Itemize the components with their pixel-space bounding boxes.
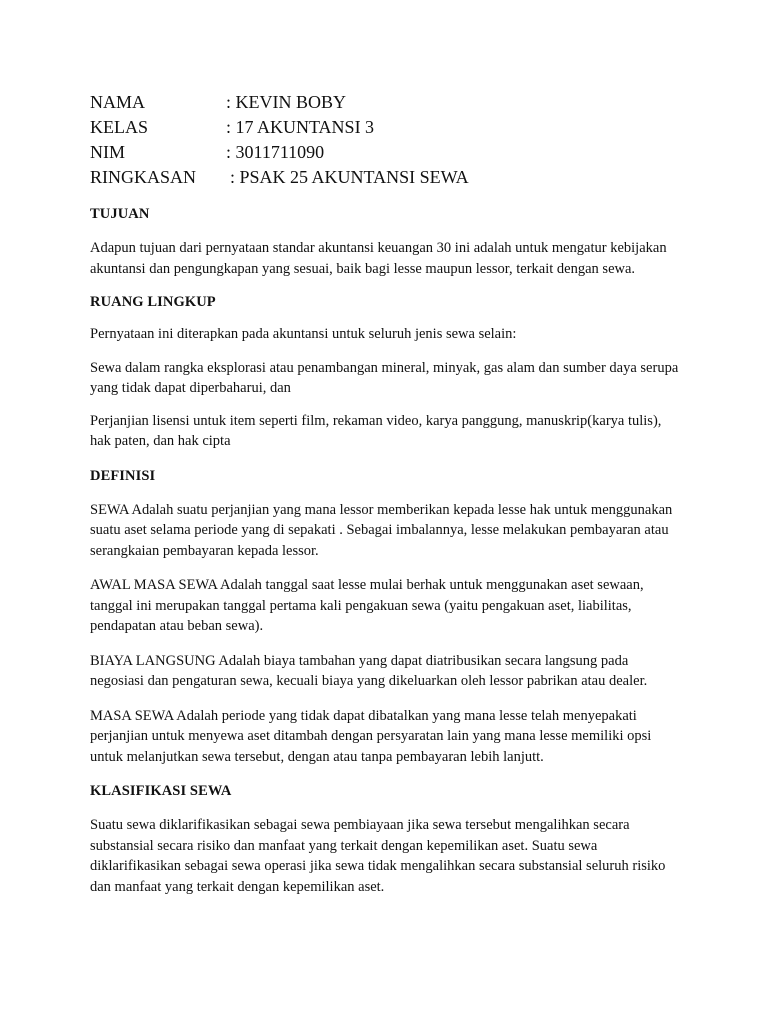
student-info-block: [90, 90, 682, 190]
klasifikasi-paragraph: Suatu sewa diklarifikasikan sebagai sewa pembiayaan jika sewa tersebut mengalihkan secara substansial secara risiko dan manfaat yang terkait dengan kepemilikan aset. Suatu sewa diklarifikasikan sebagai sewa operasi jika sewa tidak mengalihkan secara substansial seluruh risiko dan manfaat yang terkait dengan kepemilikan aset.: [90, 817, 666, 895]
ruang-lingkup-intro: Pernyataan ini diterapkan pada akuntansi untuk seluruh jenis sewa selain:: [90, 326, 517, 342]
class-label: KELAS: [90, 117, 148, 137]
summary-row: [90, 165, 682, 190]
definition-awal-masa-sewa: AWAL MASA SEWA Adalah tanggal saat lesse mulai berhak untuk menggunakan aset sewaan, tanggal ini merupakan tanggal pertama kali pengakuan sewa (yaitu pengakuan aset, liabilitas, pendapatan atau beban sewa).: [90, 577, 644, 634]
summary-label: RINGKASAN: [90, 167, 197, 187]
tujuan-paragraph: Adapun tujuan dari pernyataan standar akuntansi keuangan 30 ini adalah untuk mengatur kebijakan akuntansi dan pengungkapan yang sesuai, baik bagi lesse maupun lessor, terkait dengan sewa.: [90, 240, 667, 277]
class-row: [90, 115, 682, 140]
ruang-lingkup-item: Perjanjian lisensi untuk item seperti film, rekaman video, karya panggung, manuskrip(karya tulis), hak paten, dan hak cipta: [90, 412, 662, 449]
document-page: [90, 90, 682, 897]
name-value: : KEVIN BOBY: [226, 92, 346, 112]
nim-label: NIM: [90, 142, 125, 162]
name-label: NAMA: [90, 92, 146, 112]
name-row: [90, 90, 682, 115]
section-heading-definisi: DEFINISI: [90, 467, 156, 484]
definition-masa-sewa: MASA SEWA Adalah periode yang tidak dapat dibatalkan yang mana lesse telah menyepakati perjanjian untuk menyewa aset ditambah dengan persyaratan lain yang mana lesse memiliki opsi untuk melanjutkan sewa tersebut, dengan atau tanpa pembayaran lebih lanjutt.: [90, 707, 652, 765]
section-heading-ruang-lingkup: RUANG LINGKUP: [90, 294, 216, 310]
section-heading-klasifikasi-sewa: KLASIFIKASI SEWA: [90, 783, 232, 799]
section-heading-tujuan: TUJUAN: [90, 206, 150, 222]
ruang-lingkup-item: Sewa dalam rangka eksplorasi atau penambangan mineral, minyak, gas alam dan sumber daya serupa yang tidak dapat diperbaharui, dan: [90, 359, 679, 396]
nim-row: [90, 140, 682, 165]
summary-value: : PSAK 25 AKUNTANSI SEWA: [230, 167, 469, 187]
nim-value: : 3011711090: [226, 142, 325, 162]
definition-sewa: SEWA Adalah suatu perjanjian yang mana lessor memberikan kepada lesse hak untuk menggunakan suatu aset selama periode yang di sepakati . Sebagai imbalannya, lesse melakukan pembayaran atau serangkaian pembayaran kepada lessor.: [90, 501, 673, 559]
class-value: : 17 AKUNTANSI 3: [226, 117, 375, 137]
definition-biaya-langsung: BIAYA LANGSUNG Adalah biaya tambahan yang dapat diatribusikan secara langsung pada negosiasi dan pengaturan sewa, kecuali biaya yang dikeluarkan oleh lessor pabrikan atau dealer.: [90, 652, 648, 689]
